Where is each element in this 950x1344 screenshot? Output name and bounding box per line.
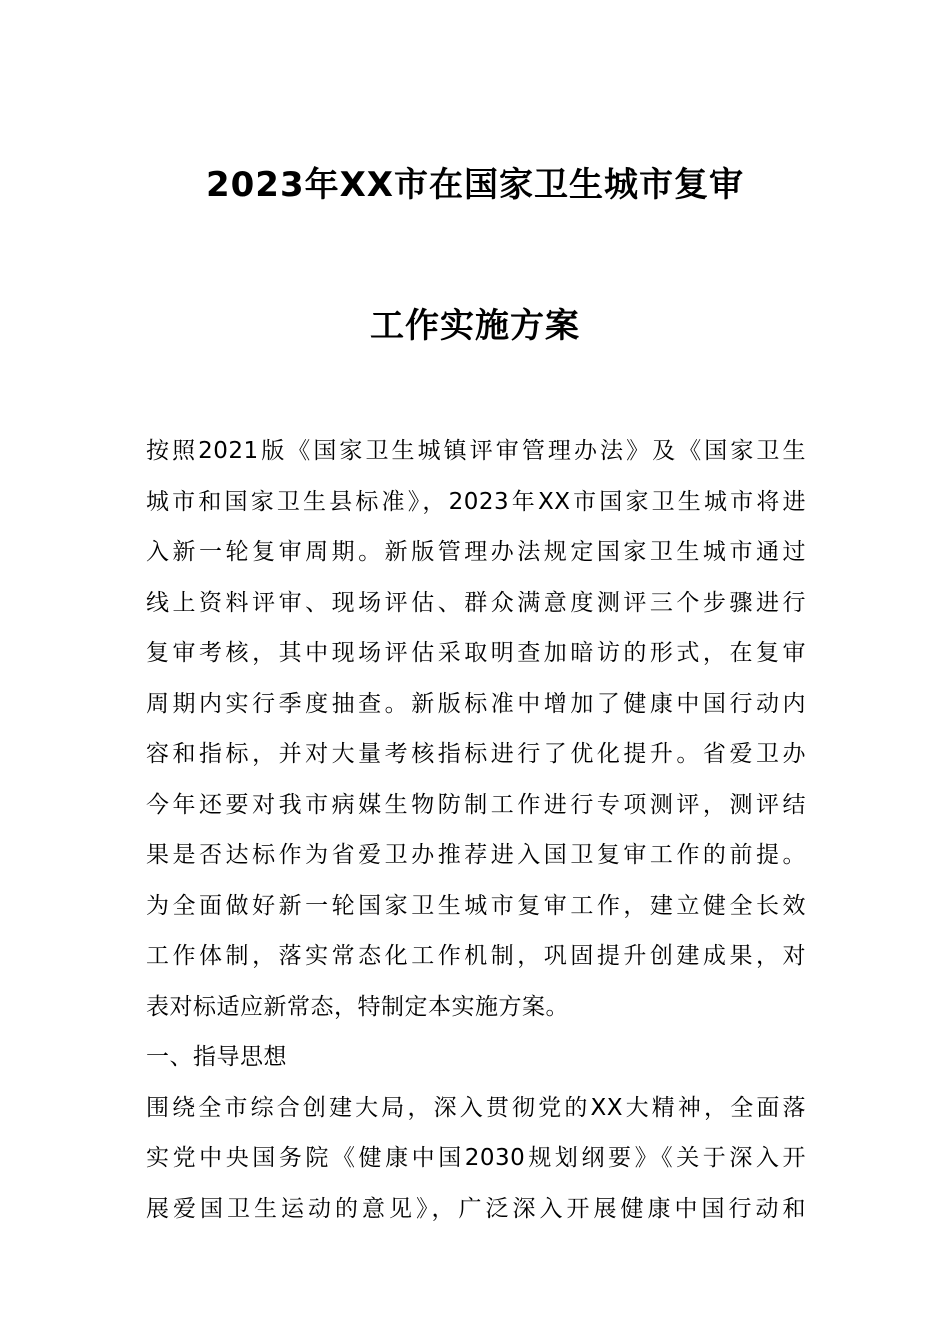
document-title-line-2: 工作实施方案 <box>370 306 580 346</box>
paragraph-line: 周期内实行季度抽查。新版标准中增加了健康中国行动内 <box>146 690 806 717</box>
paragraph-line: 城市和国家卫生县标准》，2023年XX市国家卫生城市将进 <box>146 488 806 515</box>
paragraph-line: 围绕全市综合创建大局，深入贯彻党的XX大精神，全面落 <box>146 1094 806 1121</box>
paragraph-line: 展爱国卫生运动的意见》，广泛深入开展健康中国行动和 <box>146 1195 806 1222</box>
document-body <box>146 426 806 1234</box>
paragraph-line: 为全面做好新一轮国家卫生城市复审工作，建立健全长效 <box>146 892 806 919</box>
paragraph-line: 果是否达标作为省爱卫办推荐进入国卫复审工作的前提。 <box>146 842 806 868</box>
paragraph-line: 实党中央国务院《健康中国2030规划纲要》《关于深入开 <box>146 1145 806 1171</box>
paragraph-line: 入新一轮复审周期。新版管理办法规定国家卫生城市通过 <box>146 539 806 565</box>
paragraph-line: 今年还要对我市病媒生物防制工作进行专项测评，测评结 <box>146 791 806 818</box>
paragraph-line: 容和指标，并对大量考核指标进行了优化提升。省爱卫办 <box>146 741 806 767</box>
document-title-line-1: 2023年XX市在国家卫生城市复审 <box>205 165 745 205</box>
paragraph-line: 复审考核，其中现场评估采取明查加暗访的形式，在复审 <box>146 640 806 666</box>
paragraph-line: 表对标适应新常态，特制定本实施方案。 <box>146 993 569 1020</box>
paragraph-line: 线上资料评审、现场评估、群众满意度测评三个步骤进行 <box>146 589 806 616</box>
paragraph-line: 工作体制，落实常态化工作机制，巩固提升创建成果，对 <box>146 943 806 969</box>
paragraph-line: 按照2021版《国家卫生城镇评审管理办法》及《国家卫生 <box>146 438 806 464</box>
section-heading: 一、指导思想 <box>146 1044 287 1070</box>
